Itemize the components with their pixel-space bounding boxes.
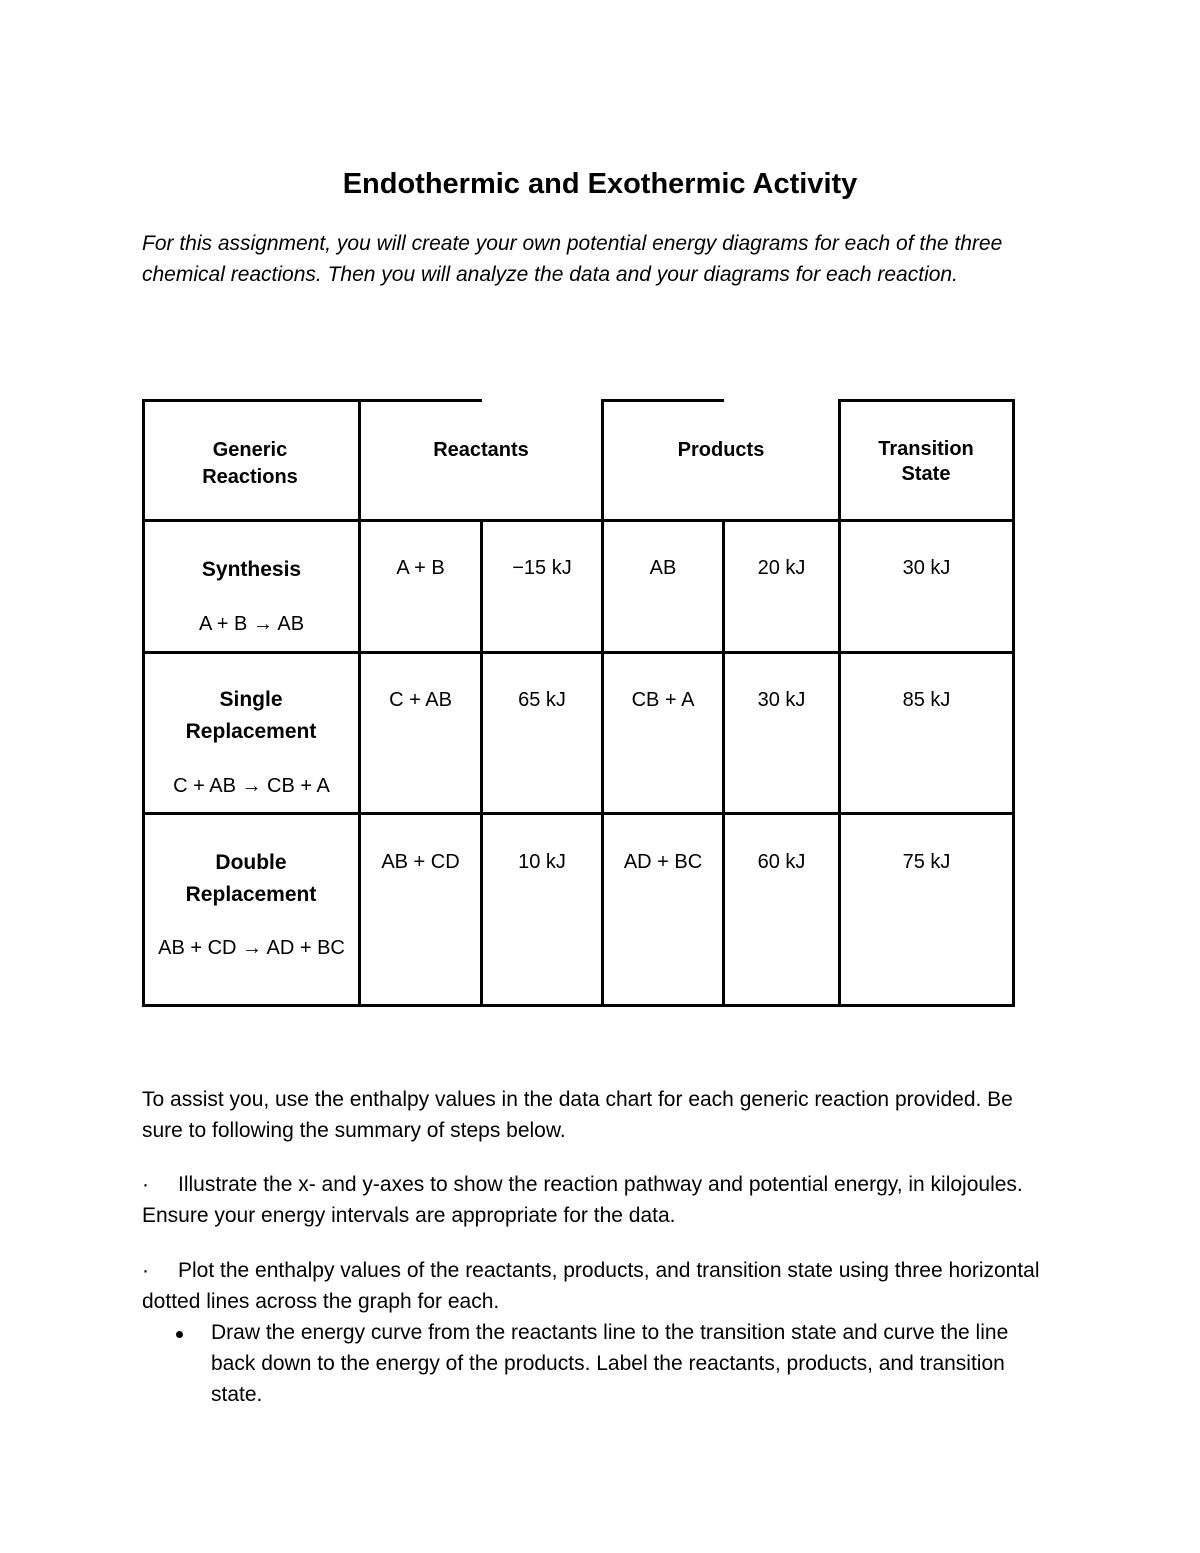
step-plot-enthalpy — [142, 1255, 1052, 1317]
reactant-formula: C + AB — [389, 689, 452, 711]
reactant-energy: 10 kJ — [518, 851, 566, 873]
step-marker: · — [142, 1173, 149, 1196]
reaction-equation: AB + CD → AD + BC — [158, 937, 345, 959]
bullet-icon — [176, 1331, 183, 1338]
reaction-equation: C + AB → CB + A — [173, 775, 330, 797]
reaction-equation: A + B → AB — [198, 613, 305, 635]
assist-paragraph: To assist you, use the enthalpy values in the data chart for each generic reaction provided. Be sure to following the summary of steps below. — [142, 1088, 1013, 1142]
product-formula: AB — [649, 557, 677, 579]
product-formula: CB + A — [631, 689, 695, 711]
step-marker: · — [142, 1259, 149, 1282]
bullet-text: Draw the energy curve from the reactants line to the transition state and curve the line back down to the energy of the products. Label the reactants, products, and transition state. — [211, 1321, 1009, 1406]
reactant-formula: A + B — [396, 557, 445, 579]
reactant-formula: AB + CD — [381, 851, 460, 873]
transition-energy: 85 kJ — [902, 689, 951, 711]
reactant-energy: −15 kJ — [512, 557, 572, 579]
intro-paragraph: For this assignment, you will create your own potential energy diagrams for each of the three chemical reactions. Then you will analyze the data and your diagrams for each reaction. — [142, 232, 1003, 286]
reaction-name: Synthesis — [201, 558, 302, 581]
product-energy: 20 kJ — [757, 557, 806, 579]
step-text: Plot the enthalpy values of the reactants, products, and transition state using three horizontal dotted lines across the graph for each. — [142, 1259, 1040, 1313]
product-energy: 30 kJ — [757, 689, 806, 711]
page-title: Endothermic and Exothermic Activity — [342, 168, 858, 200]
reactant-energy: 65 kJ — [518, 689, 566, 711]
product-formula: AD + BC — [623, 851, 703, 873]
step-illustrate-axes — [142, 1169, 1052, 1231]
reaction-name: Single Replacement — [185, 688, 317, 743]
header-reactants: Reactants — [433, 439, 529, 461]
header-transition-state: Transition State — [878, 438, 974, 485]
step-text: Illustrate the x- and y-axes to show the reaction pathway and potential energy, in kilojoules. Ensure your energy intervals are appropriate for the data. — [142, 1173, 1023, 1227]
transition-energy: 30 kJ — [902, 557, 951, 579]
header-generic-reactions: Generic Reactions — [202, 439, 298, 488]
reaction-name: Double Replacement — [185, 851, 317, 906]
transition-energy: 75 kJ — [902, 851, 951, 873]
product-energy: 60 kJ — [757, 851, 806, 873]
header-products: Products — [677, 439, 765, 461]
